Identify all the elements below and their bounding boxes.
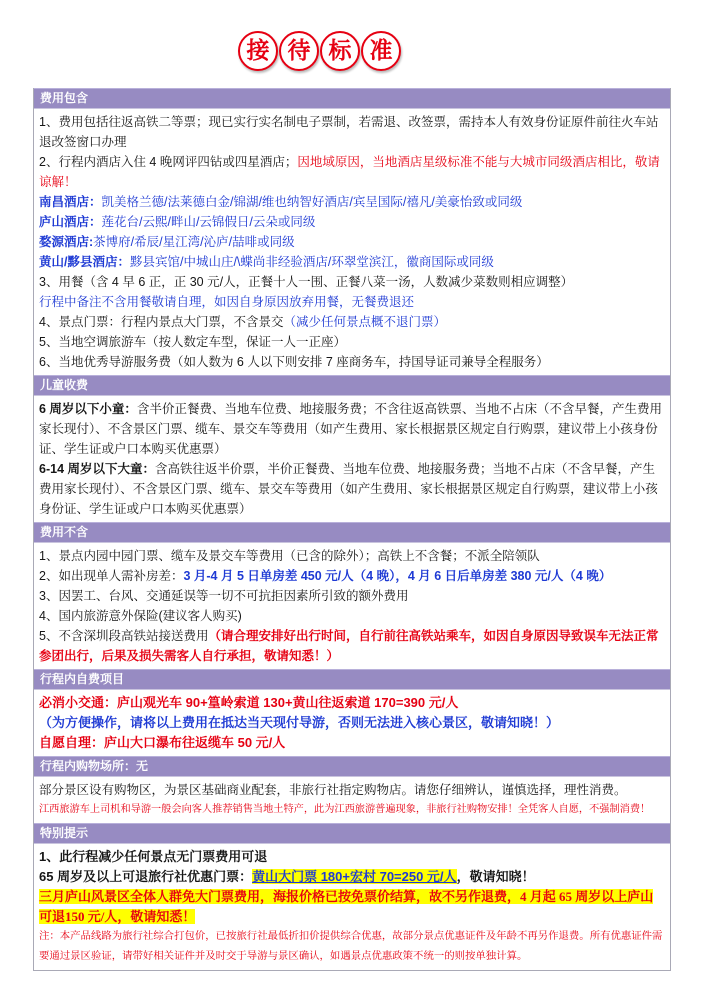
- section-heading: 行程内自费项目: [34, 669, 670, 689]
- senior-refund: [39, 867, 665, 887]
- section-heading: 儿童收费: [34, 375, 670, 395]
- section-heading: 费用不含: [34, 522, 670, 542]
- single-room-supplement: 3 月-4 月 5 日单房差 450 元/人（4 晚），4 月 6 日后单房差 380 元/人（4 晚）: [183, 569, 612, 583]
- product-remark: 注：本产品线路为旅行社综合打包价，已按旅行社最低折扣价提供综合优惠，故部分景点优惠证件及年龄不再另作退费。所有优惠证件需要通过景区验证，请带好相关证件并及时交于导游与景区确认，如遇景点优惠政策不统一的则按单独计算。: [39, 931, 663, 962]
- page-title: [238, 31, 401, 71]
- child-under-6: [39, 399, 665, 459]
- section-body: [34, 108, 670, 375]
- section-shopping: [34, 756, 670, 823]
- included-item-3: 3、用餐（含 4 早 6 正，正 30 元/人，正餐十人一围、正餐八菜一汤，人数减少菜数则相应调整）: [39, 275, 574, 289]
- included-item-2-text: 2、行程内酒店入住 4 晚网评四钻或四星酒店；: [39, 155, 298, 169]
- included-item-5: 5、当地空调旅游车（按人数定车型，保证一人一正座）: [39, 335, 346, 349]
- section-body: [34, 542, 670, 669]
- child-age-label: 6 周岁以下小童：: [39, 402, 137, 416]
- included-item-1: 1、费用包括往返高铁二等票；现已实行实名制电子票制，若需退、改签票，需持本人有效身份证原件前往火车站退改签窗口办理: [39, 115, 659, 149]
- title-char: 待: [279, 31, 319, 71]
- senior-refund-end: ，敬请知晓！: [456, 869, 535, 884]
- child-6-14: [39, 459, 665, 519]
- excluded-item-5: [39, 626, 665, 666]
- section-self-paid: [34, 669, 670, 756]
- senior-refund-text: 65 周岁及以上可退旅行社优惠门票：: [39, 869, 253, 884]
- section-special-notes: [34, 823, 670, 970]
- standards-table: [33, 88, 671, 971]
- section-heading: 费用包含: [34, 88, 670, 108]
- hotel-city-label: 南昌酒店：: [39, 195, 102, 209]
- hotel-city-label: 庐山酒店：: [39, 215, 102, 229]
- mandatory-transport-note: （为方便操作，请将以上费用在抵达当天现付导游，否则无法进入核心景区，敬请知晓！）: [39, 715, 560, 730]
- hotel-city-label: 婺源酒店:: [39, 235, 94, 249]
- hotel-list: 茶博府/希辰/星江湾/沁庐/喆啡或同级: [93, 235, 295, 249]
- excluded-item-4: 4、国内旅游意外保险(建议客人购买): [39, 609, 242, 623]
- senior-refund-tickets: 黄山大门票 180+宏村 70=250 元/人: [252, 869, 457, 884]
- section-body: [34, 843, 670, 970]
- lushan-notice: [39, 887, 665, 927]
- included-item-2: [39, 152, 665, 192]
- hotel-row-lushan: [39, 212, 665, 232]
- section-body: [34, 689, 670, 756]
- hotel-list: 凯美格兰德/法莱德白金/锦湖/维也纳智好酒店/宾呈国际/禧凡/美豪怡致或同级: [101, 195, 523, 209]
- section-heading: 行程内购物场所：无: [34, 756, 670, 776]
- excluded-item-2-text: 2、如出现单人需补房差：: [39, 569, 184, 583]
- hotel-list: 黟县宾馆/中城山庄/\蝶尚非经验酒店/环翠堂滨江，徽商国际或同级: [129, 255, 494, 269]
- excluded-item-5-text: 5、不含深圳段高铁站接送费用: [39, 629, 209, 643]
- section-body: [34, 776, 670, 823]
- special-item-1: 1、此行程减少任何景点无门票费用可退: [39, 849, 268, 864]
- shopping-text: 部分景区设有购物区，为景区基础商业配套，非旅行社指定购物店。请您仔细辨认，谨慎选择，理性消费。: [39, 783, 627, 797]
- included-item-4-text: 4、景点门票：行程内景点大门票，不含景交: [39, 315, 284, 329]
- hotel-list: 莲花台/云熙/畔山/云锦假日/云朵或同级: [101, 215, 316, 229]
- lushan-notice-text: 三月庐山风景区全体人群免大门票费用，海报价格已按免票价结算，故不另作退费，4 月起 65 周岁以上庐山可退150 元/人，敬请知悉！: [39, 889, 654, 924]
- included-item-6: 6、当地优秀导游服务费（如人数为 6 人以下则安排 7 座商务车，持国导证司兼导全程服务）: [39, 355, 549, 369]
- excluded-item-2: [39, 566, 665, 586]
- excluded-item-3: 3、因罢工、台风、交通延误等一切不可抗拒因素所引致的额外费用: [39, 589, 409, 603]
- shopping-notice: 江西旅游车上司机和导游一般会向客人推荐销售当地土特产，此为江西旅游普遍现象，非旅行社购物安排！全凭客人自愿，不强制消费！: [39, 804, 651, 815]
- title-char: 准: [361, 31, 401, 71]
- section-body: [34, 395, 670, 522]
- child-fee-text: 含高铁往返半价票，半价正餐费、当地车位费、地接服务费；当地不占床（不含早餐，产生费用家长现付）、不含景区门票、缆车、景交车等费用（如产生费用、家长根据景区规定自行购票，建议带上小孩身份证、学生证或户口本购买优惠票）: [39, 462, 658, 516]
- title-char: 标: [320, 31, 360, 71]
- child-age-label: 6-14 周岁以下大童：: [39, 462, 155, 476]
- hotel-city-label: 黄山/黟县酒店：: [39, 255, 130, 269]
- excluded-item-1: 1、景点内园中园门票、缆车及景交车等费用（已含的除外）；高铁上不含餐；不派全陪领队: [39, 549, 540, 563]
- meal-note: 行程中备注不含用餐敬请自理，如因自身原因放弃用餐，无餐费退还: [39, 295, 415, 309]
- child-fee-text: 含半价正餐费、当地车位费、地接服务费；不含往返高铁票、当地不占床（不含早餐，产生费用家长现付）、不含景区门票、缆车、景交车等费用（如产生费用、家长根据景区规定自行购票，建议带上小孩身份证、学生证或户口本购买优惠票）: [39, 402, 662, 456]
- mandatory-transport: 必消小交通：庐山观光车 90+篁岭索道 130+黄山往返索道 170=390 元/人: [39, 695, 459, 710]
- section-fee-excluded: [34, 522, 670, 669]
- transfer-notice: （请合理安排好出行时间，自行前往高铁站乘车，如因自身原因导致误车无法正常参团出行，后果及损失需客人自行承担，敬请知悉！）: [39, 629, 659, 663]
- ticket-refund-note: （减少任何景点概不退门票）: [283, 315, 446, 329]
- section-heading: 特别提示: [34, 823, 670, 843]
- included-item-4: [39, 312, 665, 332]
- hotel-standard-notice: 因地域原因，当地酒店星级标准不能与大城市同级酒店相比，敬请谅解！: [39, 155, 660, 189]
- section-fee-included: [34, 88, 670, 375]
- optional-item: 自愿自理：庐山大口瀑布往返缆车 50 元/人: [39, 735, 286, 750]
- section-children-fees: [34, 375, 670, 522]
- hotel-row-nanchang: [39, 192, 665, 212]
- hotel-row-wuyuan: [39, 232, 665, 252]
- title-char: 接: [238, 31, 278, 71]
- hotel-row-huangshan: [39, 252, 665, 272]
